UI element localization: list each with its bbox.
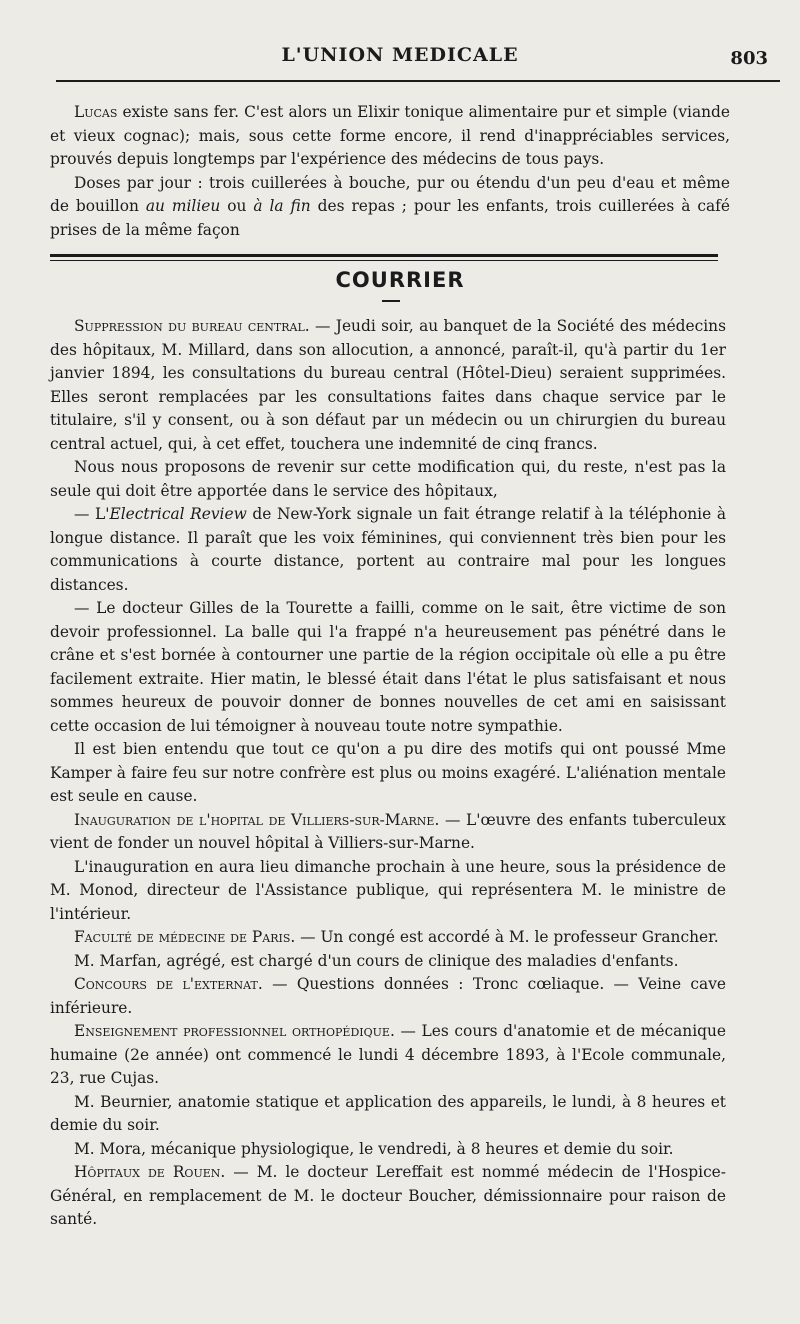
running-header-title: L'UNION MEDICALE — [281, 44, 519, 66]
intro-text-1: existe sans fer. C'est alors un Elixir tonique alimentaire pur et simple (viande et vieux cognac); mais, sous cette forme encore, il rend d'inappréciables services, prouvés depuis longtemps par l'expérience des médecins de tous pays. — [50, 103, 730, 168]
dosage-text-a: Doses par jour : trois cuillerées à bouche, pur ou étendu d'un peu d'eau et même de bouillon — [50, 173, 730, 215]
dosage-text-c: des repas ; pour les enfants, trois cuillerées à café prises de la même façon — [50, 197, 730, 239]
courrier-paragraph — [50, 809, 726, 856]
item-heading: Suppression du bureau central. — [74, 317, 310, 335]
page-number: 803 — [730, 48, 768, 69]
courrier-paragraph: M. Mora, mécanique physiologique, le vendredi, à 8 heures et demie du soir. — [74, 1139, 674, 1158]
item-text: — M. le docteur Lereffait est nommé médecin de l'Hospice-Général, en remplacement de M. le docteur Boucher, démissionnaire pour raison de santé. — [50, 1163, 726, 1228]
courrier-paragraph: M. Beurnier, anatomie statique et application des appareils, le lundi, à 8 heures et demie du soir. — [50, 1092, 726, 1134]
dosage-em-1: au milieu — [145, 197, 221, 215]
courrier-paragraph — [50, 1161, 726, 1232]
item-heading: Inauguration de l'hopital de Villiers-sur-Marne. — [74, 810, 440, 829]
section-title: COURRIER — [335, 268, 465, 292]
item-text: — Jeudi soir, au banquet de la Société des médecins des hôpitaux, M. Millard, dans son allocution, a annoncé, paraît-il, qu'à partir du 1er janvier 1894, les consultations du bureau central (Hôtel-Dieu) seraient supprimées. Elles seront remplacées par les consultations faites dans chaque service par le titulaire, s'il y consent, ou à son défaut par un médecin ou un chirurgien du bureau central actuel, qui, à cet effet, touchera une indemnité de cinq francs. — [50, 317, 726, 453]
section-double-rule-bottom — [50, 260, 718, 261]
header-rule — [56, 80, 780, 82]
courrier-paragraph — [50, 1020, 726, 1091]
lucas-label: Lucas — [74, 103, 118, 121]
item-text: — L' — [74, 505, 110, 523]
courrier-paragraph — [50, 503, 726, 597]
courrier-paragraph: Nous nous proposons de revenir sur cette modification qui, du reste, n'est pas la seule qui doit être apportée dans le service des hôpitaux, — [50, 458, 726, 500]
item-text: — Un congé est accordé à M. le professeur Grancher. — [295, 928, 719, 946]
courrier-paragraph — [50, 926, 726, 950]
section-double-rule-top — [50, 254, 718, 257]
dosage-paragraph — [50, 172, 730, 243]
item-text: — L'œuvre des enfants tuberculeux vient de fonder un nouvel hôpital à Villiers-sur-Marne. — [50, 810, 726, 852]
intro-paragraph — [50, 101, 730, 172]
item-heading: Faculté de médecine de Paris. — [74, 928, 296, 946]
item-heading: Enseignement professionnel orthopédique. — [74, 1022, 395, 1040]
title-dash — [382, 300, 400, 302]
courrier-paragraph: — Le docteur Gilles de la Tourette a failli, comme on le sait, être victime de son devoir professionnel. La balle qui l'a frappé n'a heureusement pas pénétré dans le crâne et s'est bornée à contourner une partie de la région occipitale où elle a pu être facilement extraite. Hier matin, le blessé était dans l'état le plus satisfaisant et nous sommes heureux de pouvoir donner de bonnes nouvelles de cet ami en saisissant cette occasion de lui témoigner à nouveau toute notre sympathie. — [50, 599, 726, 735]
item-text: — Questions données : Tronc cœliaque. — Veine cave inférieure. — [50, 975, 726, 1017]
dosage-em-2: à la fin — [253, 197, 311, 215]
courrier-paragraph: L'inauguration en aura lieu dimanche prochain à une heure, sous la présidence de M. Monod, directeur de l'Assistance publique, qui représentera M. le ministre de l'intérieur. — [50, 857, 726, 923]
item-text: de New-York signale un fait étrange relatif à la téléphonie à longue distance. Il paraît que les voix féminines, qui conviennent très bien pour les communications à courte distance, portent au contraire mal pour les longues distances. — [50, 505, 726, 594]
item-text: — Les cours d'anatomie et de mécanique humaine (2e année) ont commencé le lundi 4 décembre 1893, à l'Ecole communale, 23, rue Cujas. — [50, 1022, 726, 1087]
courrier-paragraph: Il est bien entendu que tout ce qu'on a pu dire des motifs qui ont poussé Mme Kamper à faire feu sur notre confrère est plus ou moins exagéré. L'aliénation mentale est seule en cause. — [50, 740, 726, 805]
courrier-text — [50, 315, 726, 1232]
courrier-paragraph: M. Marfan, agrégé, est chargé d'un cours de clinique des maladies d'enfants. — [74, 951, 679, 970]
item-heading: Hôpitaux de Rouen. — [74, 1163, 226, 1181]
dosage-text-b: ou — [220, 197, 254, 215]
courrier-paragraph — [50, 315, 726, 456]
intro-text — [50, 101, 730, 242]
courrier-paragraph — [50, 973, 726, 1020]
item-heading: Concours de l'externat. — [74, 975, 263, 993]
journal-name: Electrical Review — [109, 505, 247, 523]
